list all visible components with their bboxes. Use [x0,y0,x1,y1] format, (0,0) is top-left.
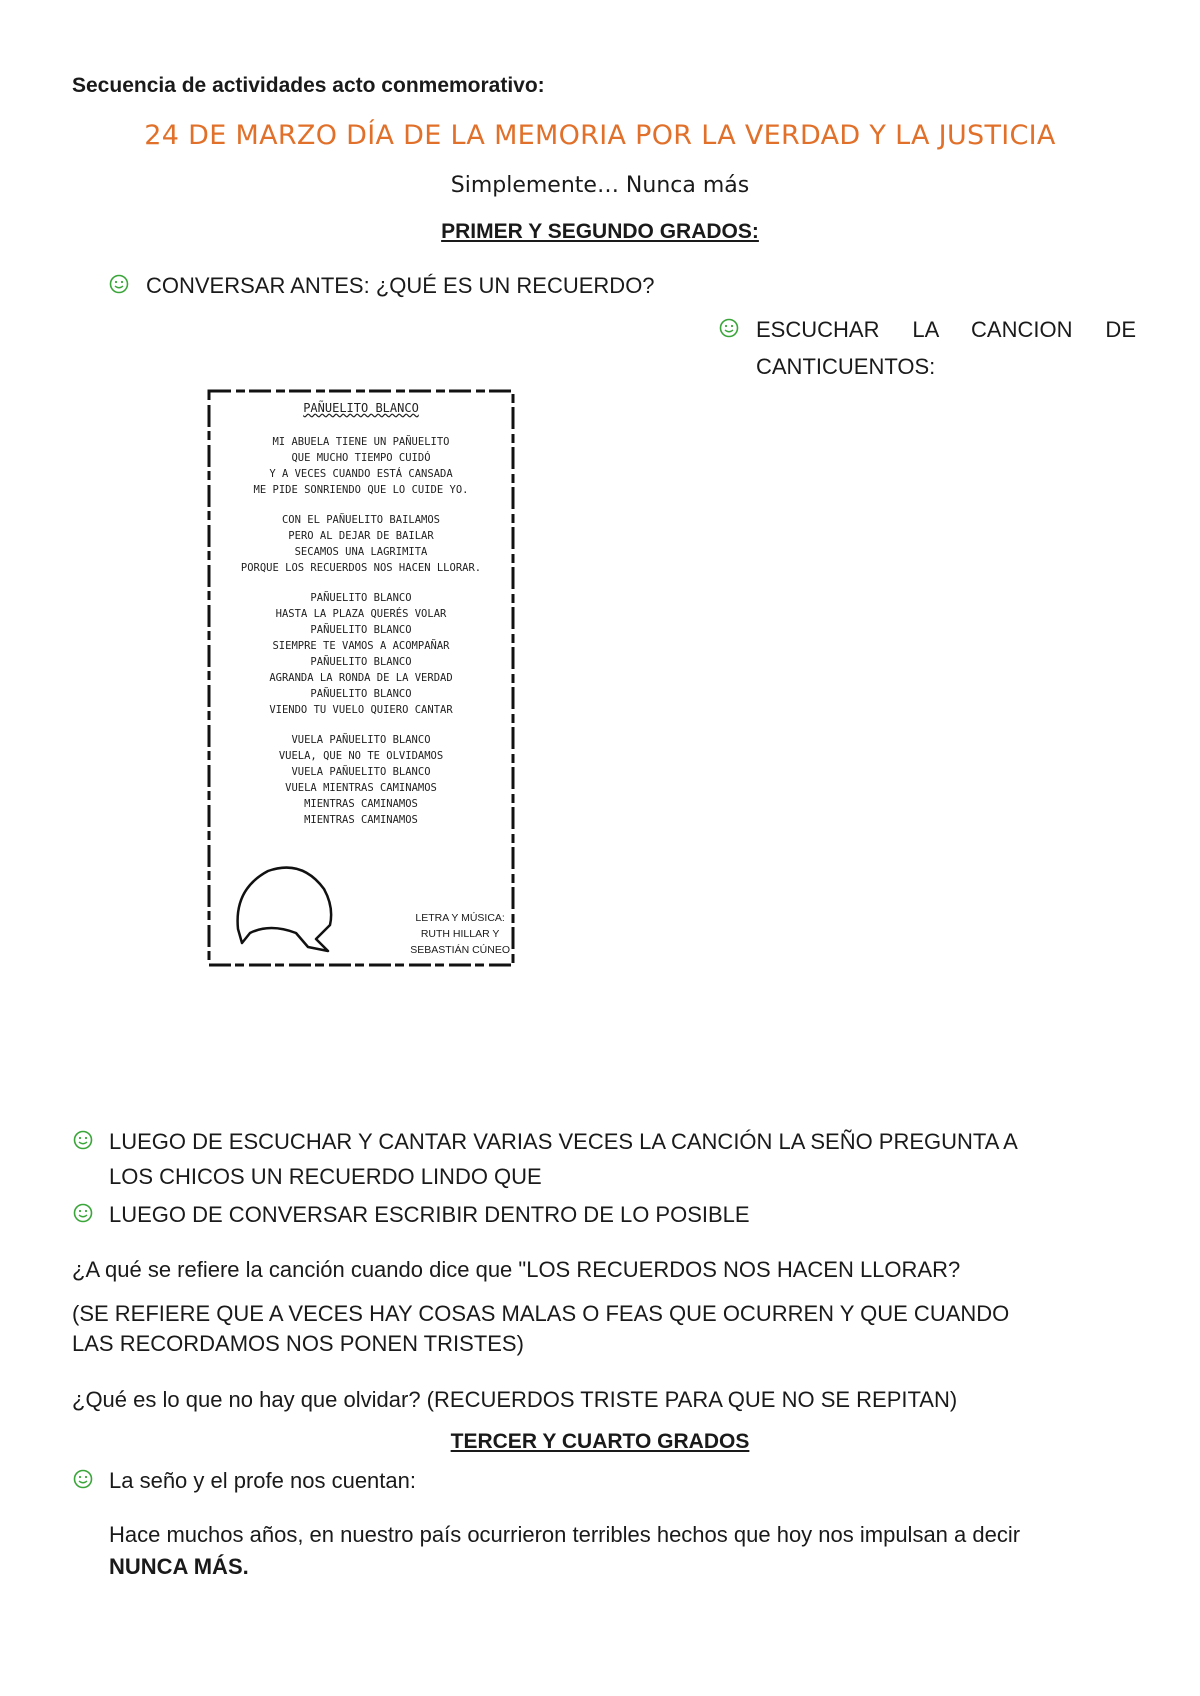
smiley-icon [719,318,739,338]
subtitle: Simplemente… Nunca más [450,173,750,198]
song-credit: LETRA Y MÚSICA: RUTH HILLAR Y SEBASTIÁN CÚNEO [410,912,510,956]
smiley-icon [109,274,129,294]
document-heading: Secuencia de actividades acto conmemorativo: [72,74,545,97]
bullet-luego-escuchar-line1: LUEGO DE ESCUCHAR Y CANTAR VARIAS VECES LA CANCIÓN LA SEÑO PREGUNTA A [109,1129,1018,1154]
question-recuerdos: ¿A qué se refiere la canción cuando dice que "LOS RECUERDOS NOS HACEN LLORAR? [72,1257,961,1282]
main-title: 24 DE MARZO DÍA DE LA MEMORIA POR LA VERDAD Y LA JUSTICIA [144,120,1056,151]
bullet-escuchar-cancion-line1: ESCUCHAR LA CANCION DE [756,317,1136,342]
song-title: PAÑUELITO BLANCO [303,401,419,415]
question-olvidar: ¿Qué es lo que no hay que olvidar? (RECUERDOS TRISTE PARA QUE NO SE REPITAN) [72,1387,958,1412]
answer-recuerdos-line1: (SE REFIERE QUE A VECES HAY COSAS MALAS O FEAS QUE OCURREN Y QUE CUANDO [72,1301,1010,1326]
bullet-seno-profe: La seño y el profe nos cuentan: [109,1468,416,1493]
song-lyrics-image [206,388,516,968]
song-stanza: PAÑUELITO BLANCO HASTA LA PLAZA QUERÉS VOLAR PAÑUELITO BLANCO SIEMPRE TE VAMOS A ACOMPAÑAR PAÑUELITO BLANCO AGRANDA LA RONDA DE LA VERDAD PAÑUELITO BLANCO VIENDO TU VUELO QUIERO CANTAR [269,592,453,716]
bullet-luego-conversar: LUEGO DE CONVERSAR ESCRIBIR DENTRO DE LO POSIBLE [109,1202,750,1227]
section-heading-tercer-cuarto: TERCER Y CUARTO GRADOS [450,1430,750,1453]
smiley-icon [73,1469,93,1489]
smiley-icon [73,1130,93,1150]
paragraph-hace-muchos-anos: Hace muchos años, en nuestro país ocurrieron terribles hechos que hoy nos impulsan a decir [109,1522,1021,1547]
section-heading-primer-segundo: PRIMER Y SEGUNDO GRADOS: [441,220,759,243]
bullet-conversar-antes: CONVERSAR ANTES: ¿QUÉ ES UN RECUERDO? [146,273,655,298]
bullet-escuchar-cancion-line2: CANTICUENTOS: [756,354,936,379]
smiley-icon [73,1203,93,1223]
nunca-mas-emphasis: NUNCA MÁS. [109,1554,249,1579]
bullet-luego-escuchar-line2: LOS CHICOS UN RECUERDO LINDO QUE [109,1164,542,1189]
white-kerchief-icon [220,859,340,954]
song-stanza: CON EL PAÑUELITO BAILAMOS PERO AL DEJAR DE BAILAR SECAMOS UNA LAGRIMITA PORQUE LOS RECUERDOS NOS HACEN LLORAR. [240,514,482,574]
song-stanza: VUELA PAÑUELITO BLANCO VUELA, QUE NO TE OLVIDAMOS VUELA PAÑUELITO BLANCO VUELA MIENTRAS CAMINAMOS MIENTRAS CAMINAMOS MIENTRAS CAMINAMOS [278,734,444,826]
answer-recuerdos-line2: LAS RECORDAMOS NOS PONEN TRISTES) [72,1331,524,1356]
song-stanza: MI ABUELA TIENE UN PAÑUELITO QUE MUCHO TIEMPO CUIDÓ Y A VECES CUANDO ESTÁ CANSADA ME PIDE SONRIENDO QUE LO CUIDE YO. [253,436,469,496]
